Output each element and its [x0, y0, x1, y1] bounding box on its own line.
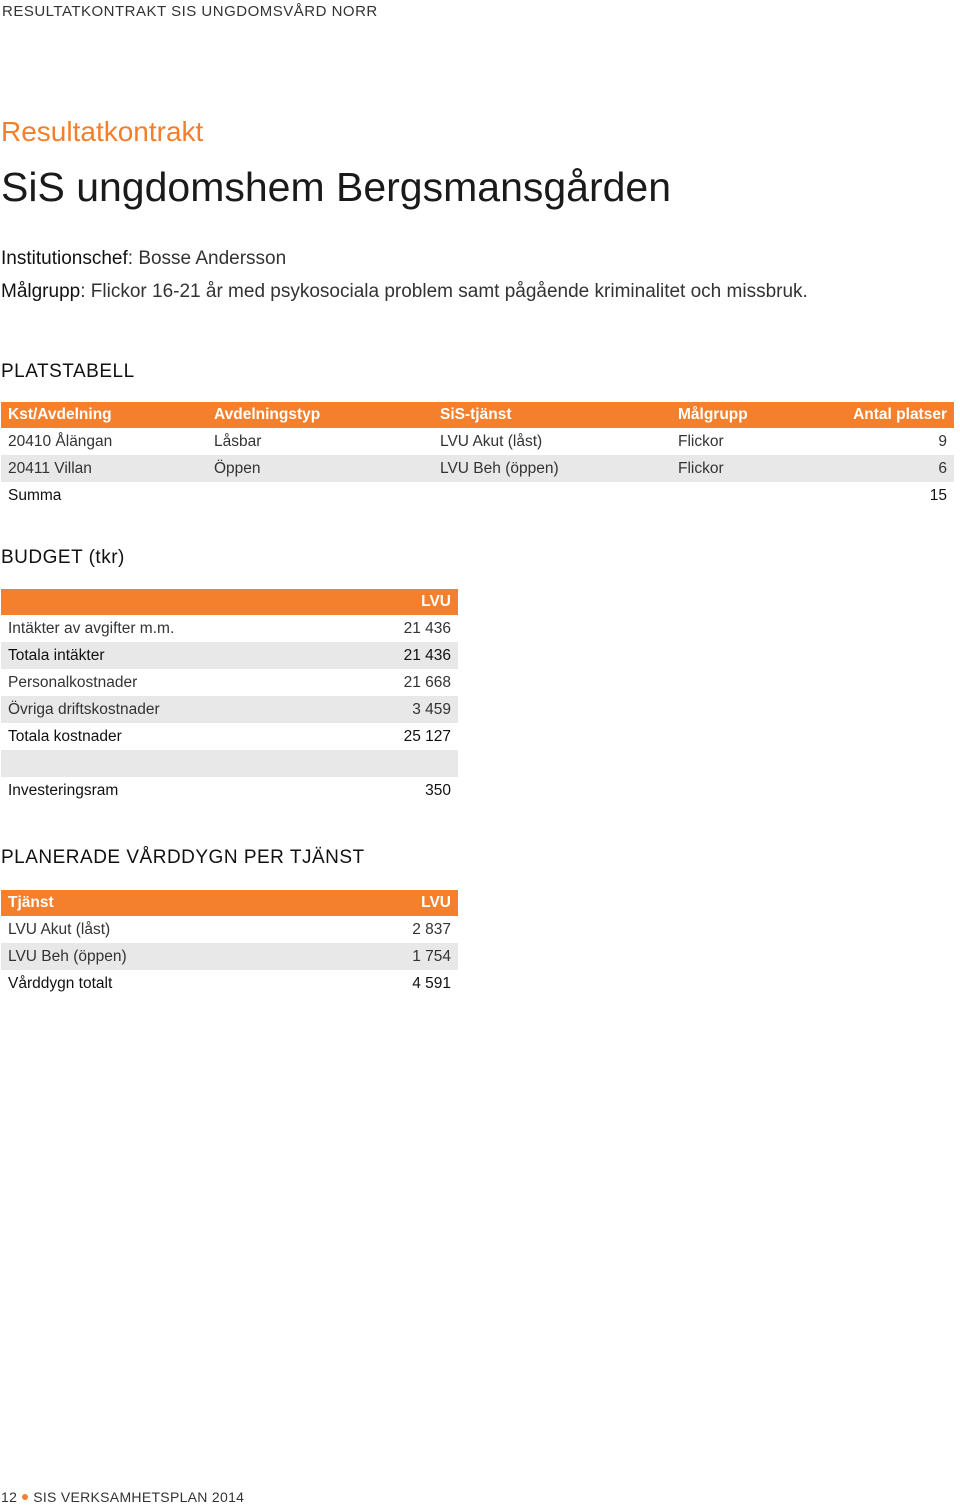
- table-cell: LVU Akut (låst): [440, 433, 543, 450]
- table-row: [1, 642, 458, 669]
- table-row: [1, 777, 458, 804]
- table-cell: 20411 Villan: [1, 455, 207, 482]
- page-title: SiS ungdomshem Bergsmansgården: [1, 164, 672, 210]
- table-cell: Flickor: [678, 433, 724, 450]
- table-row: [1, 723, 458, 750]
- column-header: Avdelningstyp: [207, 402, 433, 428]
- row-label: LVU Beh (öppen): [1, 943, 331, 970]
- meta-institutionschef: Institutionschef: Bosse Andersson: [1, 248, 287, 269]
- budget-table: [1, 589, 458, 804]
- table-header-row: [1, 890, 458, 916]
- section-heading-varddygn: PLANERADE VÅRDDYGN PER TJÄNST: [1, 847, 365, 868]
- section-heading-platstabell: PLATSTABELL: [1, 361, 135, 382]
- table-cell: 9: [938, 433, 947, 450]
- row-label: Övriga driftskostnader: [1, 696, 331, 723]
- column-header: LVU: [331, 890, 458, 916]
- table-row: [1, 615, 458, 642]
- platstabell-table: [1, 402, 954, 509]
- table-cell: Öppen: [207, 455, 433, 482]
- row-value: 21 436: [403, 620, 451, 637]
- section-heading-budget: BUDGET (tkr): [1, 547, 125, 568]
- table-cell: 6: [811, 455, 954, 482]
- row-label: Totala intäkter: [1, 642, 331, 669]
- running-header: RESULTATKONTRAKT SIS UNGDOMSVÅRD NORR: [2, 3, 378, 20]
- meta-label: Institutionschef: [1, 248, 128, 269]
- row-label: Investeringsram: [8, 782, 119, 799]
- table-row: [1, 428, 954, 455]
- spacer-row: [1, 750, 458, 777]
- row-value: 21 668: [403, 674, 451, 691]
- column-header: SiS-tjänst: [433, 402, 671, 428]
- column-header: Antal platser: [811, 402, 954, 428]
- row-value: 3 459: [331, 696, 458, 723]
- bullet-dot-icon: [22, 1494, 28, 1500]
- row-value: 350: [425, 782, 451, 799]
- meta-label: Målgrupp: [1, 281, 81, 302]
- table-cell: Flickor: [671, 455, 811, 482]
- row-label: LVU Akut (låst): [8, 921, 111, 938]
- column-header: LVU: [331, 589, 458, 615]
- table-cell: LVU Beh (öppen): [433, 455, 671, 482]
- column-header: Målgrupp: [671, 402, 811, 428]
- document-kicker: Resultatkontrakt: [1, 116, 204, 147]
- table-row: [1, 455, 954, 482]
- table-row: [1, 916, 458, 943]
- column-header: Kst/Avdelning: [1, 402, 207, 428]
- table-row: [1, 669, 458, 696]
- summary-row: [1, 482, 954, 509]
- page-footer: [1, 1489, 244, 1505]
- meta-value: Bosse Andersson: [138, 248, 287, 269]
- meta-malgrupp: Målgrupp: Flickor 16-21 år med psykosociala problem samt pågående kriminalitet och missbruk.: [1, 281, 808, 302]
- row-value: 1 754: [331, 943, 458, 970]
- publication-title: SIS VERKSAMHETSPLAN 2014: [33, 1489, 245, 1505]
- row-value: 21 436: [331, 642, 458, 669]
- summary-label: Summa: [8, 487, 62, 504]
- varddygn-table: [1, 890, 458, 997]
- meta-value: Flickor 16-21 år med psykosociala problem samt pågående kriminalitet och missbruk.: [90, 281, 808, 302]
- row-label: Personalkostnader: [8, 674, 138, 691]
- table-header-row: [1, 589, 458, 615]
- row-value: 25 127: [403, 728, 451, 745]
- summary-value: 15: [929, 487, 947, 504]
- row-value: 4 591: [412, 975, 451, 992]
- row-label: Totala kostnader: [8, 728, 122, 745]
- table-row: [1, 696, 458, 723]
- table-cell: 20410 Ålängan: [8, 433, 113, 450]
- row-value: 2 837: [412, 921, 451, 938]
- table-row: [1, 943, 458, 970]
- row-label: Vårddygn totalt: [8, 975, 113, 992]
- column-header: Tjänst: [1, 890, 331, 916]
- table-cell: Låsbar: [214, 433, 262, 450]
- row-label: Intäkter av avgifter m.m.: [8, 620, 175, 637]
- table-header-row: [1, 402, 954, 428]
- total-row: [1, 970, 458, 997]
- page-number: 12: [1, 1489, 18, 1505]
